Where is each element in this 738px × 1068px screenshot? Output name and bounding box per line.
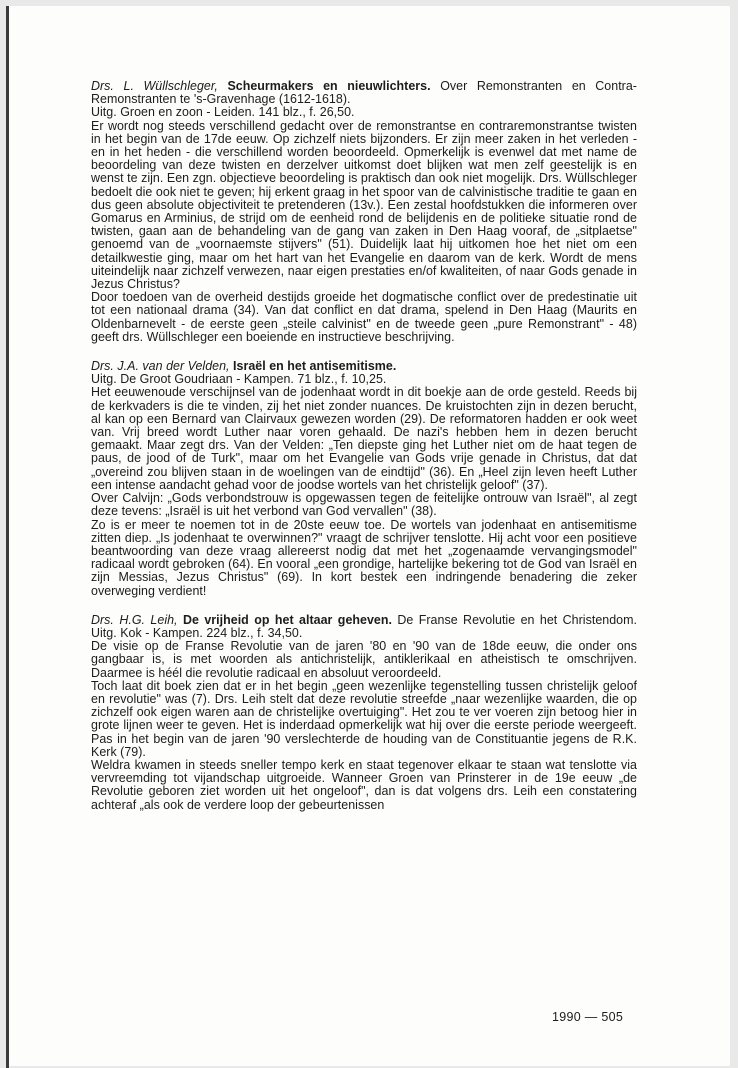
review-paragraph: Zo is er meer te noemen tot in de 20ste eeuw toe. De wortels van jodenhaat en antisemitisme zitten diep. „Is jodenhaat te overwinnen?" vraagt de schrijver tenslotte. Hij acht voor een positieve beantwoording van deze vraag allereerst nodig dat met het „zogenaamde vervangingsmodel" radicaal wordt gebroken (64). En vooral „een grondige, hartelijke bekering tot de God van Israël en zijn Messias, Jezus Christus" (69). In kort bestek een indringende benadering die zeker overweging verdient! — [91, 517, 637, 598]
review-title: Scheurmakers en nieuwlichters. — [227, 79, 431, 93]
review-leih — [91, 614, 637, 812]
review-paragraph: Er wordt nog steeds verschillend gedacht over de remonstrantse en contraremonstrantse twisten in het begin van de 17de eeuw. Op zichzelf niets bijzonders. Er zijn meer zaken in het verleden - en in het heden - die verschillend worden beoordeeld. Opmerkelijk is evenwel dat met name de beoordeling van deze twisten en derzelver uitkomst doet blijken wat men zelf geestelijk is en wenst te zijn. Een zgn. objectieve beoordeling is praktisch dan ook niet mogelijk. Drs. Wüllschleger bedoelt die ook niet te geven; hij erkent graag in het spoor van de calvinistische traditie te gaan en dus geen absolute objectiviteit te pretenderen (13v.). Een zestal hoofdstukken die informeren over Gomarus en Arminius, de strijd om de eenheid rond de belijdenis en de politieke situatie rond de twisten, gaan aan de behandeling van de gang van zaken in Den Haag vooraf, de „sitplaetse" genoemd van de „voornaemste stijvers" (51). Duidelijk laat hij uitkomen hoe het niet om een detailkwestie ging, maar om het hart van het Evangelie en daarom van de kerk. Wordt de mens uiteindelijk naar zichzelf verwezen, naar eigen prestaties en/of kwaliteiten, of naar Gods genade in Jezus Christus? — [91, 118, 637, 292]
review-paragraph: Toch laat dit boek zien dat er in het begin „geen wezenlijke tegenstelling tussen christelijk geloof en revolutie" was (7). Drs. Leih stelt dat deze revolutie streefde „naar wezenlijke waarden, die op zichzelf ook eigen waren aan de christelijke overtuiging". Het zou te ver voeren zijn betoog hier in grote lijnen weer te geven. Het is inderdaad opmerkelijk wat hij over die eerste periode weergeeft. Pas in het begin van de jaren '90 verslechterde de houding van de Constituantie jegens de R.K. Kerk (79). — [91, 678, 637, 759]
review-publisher: Uitg. De Groot Goudriaan - Kampen. 71 blz., f. 10,25. — [91, 372, 387, 387]
review-paragraph: Over Calvijn: „Gods verbondstrouw is opgewassen tegen de feitelijke ontrouw van Israël", al zegt deze tevens: „Israël is uit het verbond van God vervallen" (38). — [91, 491, 637, 519]
review-van-der-velden — [91, 360, 637, 598]
review-paragraph: Het eeuwenoude verschijnsel van de jodenhaat wordt in dit boekje aan de orde gesteld. Reeds bij de kerkvaders is die te vinden, zij het niet zonder nuances. De kruistochten zijn in dezen berucht, al kan op een Bernard van Clairvaux gewezen worden (29). De reformatoren hadden er ook weet van. Vrij breed wordt Luther naar voren gehaald. De nazi's hebben hem in dezen berucht gemaakt. Maar zegt drs. Van der Velden: „Ten diepste ging het Luther niet om de haat tegen de paus, de jood of de Turk", maar om het Evangelie van Gods vrije genade in Christus, dat dat „overeind zou blijven staan in de woelingen van de eindtijd" (36). En „Heel zijn leven heeft Luther een intense aandacht gehad voor de joodse wortels van het christelijk geloof" (37). — [91, 385, 637, 492]
review-wullschleger — [91, 80, 637, 344]
review-subtitle: De Franse Revolutie en het Christendom. Uitg. Kok - Kampen. 224 blz., f. 34,50. — [91, 612, 637, 640]
review-author: Drs. J.A. van der Velden, — [91, 359, 230, 374]
review-column — [91, 80, 637, 828]
page-number: 1990 — 505 — [552, 1010, 624, 1024]
binding-edge — [6, 6, 9, 1068]
review-author: Drs. L. Wüllschleger, — [91, 79, 218, 93]
review-paragraph: Weldra kwamen in steeds sneller tempo kerk en staat tegenover elkaar te staan wat tenslotte via vervreemding tot vijandschap uitgroeide. Wanneer Groen van Prinsterer in de 19e eeuw „de Revolutie geboren ziet worden uit het ongeloof", dan is dat volgens drs. Leih een constatering achteraf „als ook de verdere loop der gebeurtenissen — [91, 757, 637, 812]
review-paragraph: De visie op de Franse Revolutie van de jaren '80 en '90 van de 18de eeuw, die onder ons gangbaar is, is met woorden als antichristelijk, antiklerikaal en atheistisch te omschrijven. Daarmee is héél die revolutie radicaal en absoluut veroordeeld. — [91, 639, 637, 680]
review-author: Drs. H.G. Leih, — [91, 612, 178, 627]
review-title: De vrijheid op het altaar geheven. — [182, 612, 392, 627]
review-paragraph: Door toedoen van de overheid destijds groeide het dogmatische conflict over de predestinatie uit tot een nationaal drama (34). Van dat conflict en dat drama, spelend in Den Haag (Maurits en Oldenbarnevelt - de eerste geen „steile calvinist" en de tweede geen „pure Remonstrant" - 48) geeft drs. Wüllschleger een boeiende en instructieve beschrijving. — [91, 290, 637, 344]
review-title: Israël en het antisemitisme. — [233, 359, 397, 374]
review-heading — [91, 614, 637, 640]
review-publisher: Uitg. Groen en zoon - Leiden. 141 blz., f. 26,50. — [91, 105, 355, 120]
review-heading — [91, 80, 637, 106]
review-subtitle: Over Remonstranten en Contra-Remonstranten te 's-Gravenhage (1612-1618). — [91, 79, 637, 107]
